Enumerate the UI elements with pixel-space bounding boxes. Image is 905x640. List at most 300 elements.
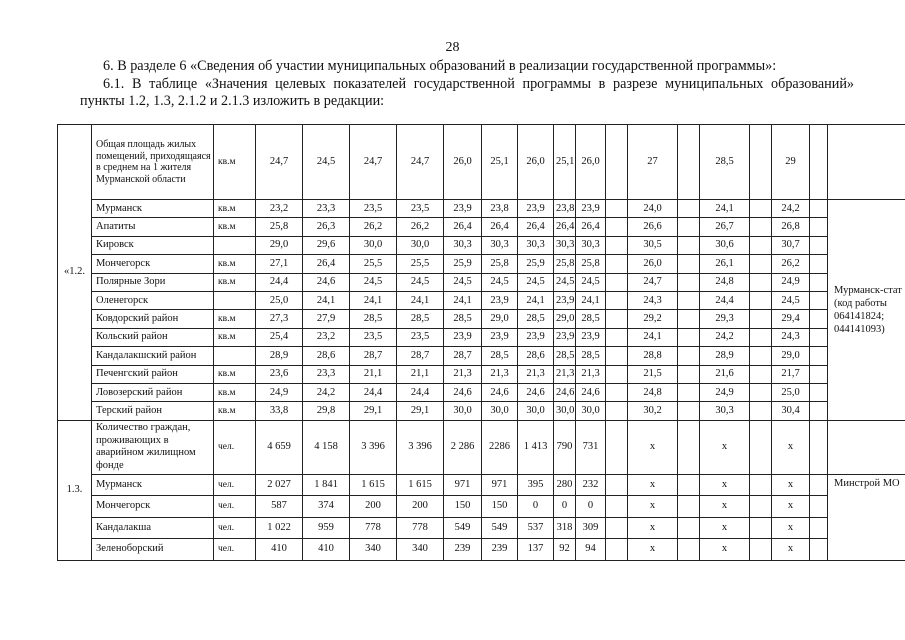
value-cell: 778 xyxy=(350,517,397,539)
value-cell: 21,1 xyxy=(350,365,397,383)
value-cell: х xyxy=(700,420,750,474)
value-cell: 26,4 xyxy=(482,218,518,236)
value-cell: 23,9 xyxy=(518,200,554,218)
value-cell: 94 xyxy=(576,539,606,561)
value-cell xyxy=(750,496,772,518)
value-cell: х xyxy=(772,539,810,561)
value-cell: 27 xyxy=(628,125,678,200)
value-cell xyxy=(750,539,772,561)
value-cell xyxy=(750,347,772,365)
value-cell: 21,6 xyxy=(700,365,750,383)
value-cell xyxy=(678,236,700,254)
value-cell: 23,9 xyxy=(444,200,482,218)
value-cell: 30,3 xyxy=(554,236,576,254)
value-cell: 24,5 xyxy=(554,273,576,291)
value-cell xyxy=(678,496,700,518)
value-cell: 28,9 xyxy=(700,347,750,365)
value-cell: 410 xyxy=(303,539,350,561)
value-cell: 549 xyxy=(444,517,482,539)
value-cell: 1 615 xyxy=(397,474,444,496)
value-cell xyxy=(606,125,628,200)
value-cell: 26,7 xyxy=(700,218,750,236)
value-cell: 340 xyxy=(397,539,444,561)
value-cell: 28,5 xyxy=(482,347,518,365)
value-cell: 24,5 xyxy=(482,273,518,291)
value-cell: 29,8 xyxy=(303,402,350,420)
value-cell: 26,0 xyxy=(518,125,554,200)
value-cell: 24,9 xyxy=(256,383,303,401)
value-cell: 29,2 xyxy=(628,310,678,328)
value-cell xyxy=(750,365,772,383)
value-cell: 24,4 xyxy=(350,383,397,401)
value-cell: х xyxy=(628,496,678,518)
value-cell xyxy=(810,474,828,496)
value-cell: 24,4 xyxy=(700,291,750,309)
value-cell xyxy=(810,496,828,518)
table-row xyxy=(58,474,905,496)
value-cell: 28,6 xyxy=(303,347,350,365)
value-cell xyxy=(606,347,628,365)
municipality-name: Зеленоборский xyxy=(92,539,214,561)
value-cell xyxy=(810,347,828,365)
value-cell: 21,3 xyxy=(482,365,518,383)
value-cell xyxy=(750,517,772,539)
value-cell: 30,6 xyxy=(700,236,750,254)
value-cell xyxy=(606,291,628,309)
value-cell: 24,9 xyxy=(772,273,810,291)
value-cell: 26,0 xyxy=(444,125,482,200)
value-cell xyxy=(678,125,700,200)
value-cell: 24,4 xyxy=(397,383,444,401)
value-cell: 4 158 xyxy=(303,420,350,474)
value-cell: 24,2 xyxy=(303,383,350,401)
value-cell: 0 xyxy=(576,496,606,518)
value-cell: 33,8 xyxy=(256,402,303,420)
value-cell xyxy=(606,255,628,273)
unit-cell: кв.м xyxy=(214,255,256,273)
value-cell: 24,5 xyxy=(518,273,554,291)
value-cell: 24,3 xyxy=(628,291,678,309)
value-cell: 24,5 xyxy=(772,291,810,309)
value-cell: 29,0 xyxy=(554,310,576,328)
unit-cell xyxy=(214,236,256,254)
municipality-name: Кандалакша xyxy=(92,517,214,539)
value-cell xyxy=(810,539,828,561)
value-cell: 28,5 xyxy=(397,310,444,328)
value-cell: 23,8 xyxy=(482,200,518,218)
unit-cell xyxy=(214,347,256,365)
value-cell xyxy=(606,402,628,420)
value-cell: х xyxy=(700,539,750,561)
value-cell: 24,6 xyxy=(554,383,576,401)
value-cell: 959 xyxy=(303,517,350,539)
value-cell: 29,1 xyxy=(397,402,444,420)
value-cell: 21,5 xyxy=(628,365,678,383)
value-cell: 24,9 xyxy=(700,383,750,401)
indicator-name: Количество граждан, проживающих в аварийном жилищном фонде xyxy=(92,420,214,474)
value-cell xyxy=(606,218,628,236)
indicators-table xyxy=(57,124,905,561)
value-cell xyxy=(678,365,700,383)
value-cell: 23,6 xyxy=(256,365,303,383)
value-cell: 340 xyxy=(350,539,397,561)
value-cell: 30,0 xyxy=(350,236,397,254)
unit-cell: кв.м xyxy=(214,328,256,346)
value-cell: 0 xyxy=(518,496,554,518)
value-cell: 30,3 xyxy=(576,236,606,254)
value-cell: х xyxy=(628,420,678,474)
value-cell: 23,9 xyxy=(576,200,606,218)
value-cell: 24,2 xyxy=(772,200,810,218)
value-cell: 2 286 xyxy=(444,420,482,474)
value-cell: 29,4 xyxy=(772,310,810,328)
value-cell: 24,5 xyxy=(397,273,444,291)
table-row xyxy=(58,539,905,561)
value-cell: 395 xyxy=(518,474,554,496)
value-cell: 29,6 xyxy=(303,236,350,254)
value-cell xyxy=(828,420,905,474)
value-cell xyxy=(606,328,628,346)
unit-cell: кв.м xyxy=(214,273,256,291)
data-source: Минстрой МО xyxy=(828,474,905,560)
value-cell: х xyxy=(772,517,810,539)
value-cell xyxy=(810,517,828,539)
value-cell: 137 xyxy=(518,539,554,561)
value-cell: 28,8 xyxy=(628,347,678,365)
value-cell: 24,1 xyxy=(576,291,606,309)
value-cell: 23,5 xyxy=(397,200,444,218)
value-cell: 26,8 xyxy=(772,218,810,236)
value-cell: 28,5 xyxy=(518,310,554,328)
value-cell xyxy=(678,328,700,346)
value-cell: 25,9 xyxy=(444,255,482,273)
value-cell: 23,2 xyxy=(303,328,350,346)
value-cell: 24,1 xyxy=(303,291,350,309)
value-cell xyxy=(810,383,828,401)
value-cell: 29,0 xyxy=(482,310,518,328)
value-cell xyxy=(810,310,828,328)
value-cell: 1 615 xyxy=(350,474,397,496)
value-cell: 24,0 xyxy=(628,200,678,218)
value-cell: 24,1 xyxy=(350,291,397,309)
table-row xyxy=(58,347,905,365)
value-cell: 25,8 xyxy=(256,218,303,236)
value-cell: 309 xyxy=(576,517,606,539)
unit-cell: кв.м xyxy=(214,125,256,200)
value-cell xyxy=(750,200,772,218)
value-cell: 200 xyxy=(397,496,444,518)
value-cell: х xyxy=(700,474,750,496)
value-cell xyxy=(678,218,700,236)
value-cell xyxy=(810,291,828,309)
indicator-name: Общая площадь жилых помещений, приходящаяся в среднем на 1 жителя Мурманской области xyxy=(92,125,214,200)
value-cell: 30,7 xyxy=(772,236,810,254)
value-cell: 24,1 xyxy=(518,291,554,309)
section-number: «1.2. xyxy=(58,125,92,421)
unit-cell: чел. xyxy=(214,420,256,474)
value-cell: 29 xyxy=(772,125,810,200)
value-cell xyxy=(750,291,772,309)
value-cell: х xyxy=(772,474,810,496)
value-cell: 24,6 xyxy=(576,383,606,401)
value-cell: х xyxy=(628,539,678,561)
value-cell xyxy=(606,273,628,291)
value-cell: 24,3 xyxy=(772,328,810,346)
value-cell: 21,1 xyxy=(397,365,444,383)
value-cell: 731 xyxy=(576,420,606,474)
value-cell: 280 xyxy=(554,474,576,496)
value-cell: 410 xyxy=(256,539,303,561)
value-cell: 0 xyxy=(554,496,576,518)
value-cell: 24,5 xyxy=(350,273,397,291)
value-cell: 24,2 xyxy=(700,328,750,346)
value-cell: х xyxy=(772,420,810,474)
value-cell: 24,1 xyxy=(628,328,678,346)
value-cell: 1 413 xyxy=(518,420,554,474)
value-cell: 27,9 xyxy=(303,310,350,328)
value-cell: 26,0 xyxy=(628,255,678,273)
value-cell: 30,4 xyxy=(772,402,810,420)
value-cell: 28,5 xyxy=(576,310,606,328)
municipality-name: Кольский район xyxy=(92,328,214,346)
value-cell: 28,5 xyxy=(700,125,750,200)
value-cell: 23,9 xyxy=(482,291,518,309)
value-cell xyxy=(678,420,700,474)
value-cell: 150 xyxy=(482,496,518,518)
value-cell xyxy=(606,310,628,328)
value-cell: 25,0 xyxy=(772,383,810,401)
value-cell: 232 xyxy=(576,474,606,496)
page-number: 28 xyxy=(445,40,460,55)
value-cell: 239 xyxy=(482,539,518,561)
value-cell: 150 xyxy=(444,496,482,518)
unit-cell: чел. xyxy=(214,474,256,496)
value-cell: 30,0 xyxy=(554,402,576,420)
value-cell: 24,8 xyxy=(700,273,750,291)
value-cell: 25,8 xyxy=(554,255,576,273)
value-cell: 23,9 xyxy=(576,328,606,346)
value-cell: 30,0 xyxy=(482,402,518,420)
municipality-name: Ловозерский район xyxy=(92,383,214,401)
table-row xyxy=(58,291,905,309)
value-cell: 21,3 xyxy=(576,365,606,383)
value-cell: 790 xyxy=(554,420,576,474)
table-row xyxy=(58,365,905,383)
value-cell xyxy=(750,383,772,401)
unit-cell: чел. xyxy=(214,496,256,518)
value-cell: 1 841 xyxy=(303,474,350,496)
value-cell xyxy=(606,539,628,561)
value-cell: 24,5 xyxy=(303,125,350,200)
value-cell: 3 396 xyxy=(397,420,444,474)
value-cell: 28,5 xyxy=(444,310,482,328)
value-cell: 2 027 xyxy=(256,474,303,496)
value-cell: 549 xyxy=(482,517,518,539)
value-cell: 24,4 xyxy=(256,273,303,291)
value-cell: 28,5 xyxy=(554,347,576,365)
value-cell xyxy=(606,236,628,254)
value-cell: 24,7 xyxy=(397,125,444,200)
value-cell: 25,8 xyxy=(482,255,518,273)
value-cell xyxy=(678,474,700,496)
data-source: Мурманск-стат (код работы 064141824; 044141093) xyxy=(828,200,905,421)
value-cell: х xyxy=(772,496,810,518)
value-cell xyxy=(678,273,700,291)
value-cell xyxy=(750,420,772,474)
value-cell: х xyxy=(700,517,750,539)
value-cell: 28,7 xyxy=(397,347,444,365)
value-cell xyxy=(678,517,700,539)
value-cell: 28,5 xyxy=(576,347,606,365)
value-cell: 374 xyxy=(303,496,350,518)
value-cell: 30,0 xyxy=(444,402,482,420)
value-cell: 28,7 xyxy=(444,347,482,365)
unit-cell: кв.м xyxy=(214,402,256,420)
value-cell: 23,3 xyxy=(303,200,350,218)
unit-cell: чел. xyxy=(214,517,256,539)
value-cell: 27,1 xyxy=(256,255,303,273)
value-cell: 23,9 xyxy=(482,328,518,346)
value-cell: 23,3 xyxy=(303,365,350,383)
value-cell: 30,3 xyxy=(518,236,554,254)
value-cell: 26,4 xyxy=(554,218,576,236)
table-row xyxy=(58,310,905,328)
unit-cell: кв.м xyxy=(214,383,256,401)
value-cell: 2286 xyxy=(482,420,518,474)
value-cell: 23,8 xyxy=(554,200,576,218)
table-row xyxy=(58,402,905,420)
value-cell: 24,6 xyxy=(444,383,482,401)
unit-cell: кв.м xyxy=(214,200,256,218)
municipality-name: Ковдорский район xyxy=(92,310,214,328)
municipality-name: Кировск xyxy=(92,236,214,254)
value-cell: 3 396 xyxy=(350,420,397,474)
intro-paragraph-2: 6.1. В таблице «Значения целевых показателей государственной программы в разрезе муниципальных образований» пункты 1.2, 1.3, 2.1.2 и 2.1.3 изложить в редакции: xyxy=(80,76,854,109)
value-cell xyxy=(810,236,828,254)
value-cell: 24,7 xyxy=(256,125,303,200)
value-cell xyxy=(750,402,772,420)
value-cell: 239 xyxy=(444,539,482,561)
value-cell: 25,5 xyxy=(350,255,397,273)
municipality-name: Полярные Зори xyxy=(92,273,214,291)
value-cell: 24,1 xyxy=(700,200,750,218)
value-cell: 25,8 xyxy=(576,255,606,273)
value-cell: х xyxy=(700,496,750,518)
value-cell xyxy=(750,218,772,236)
value-cell: 26,4 xyxy=(444,218,482,236)
municipality-name: Оленегорск xyxy=(92,291,214,309)
value-cell: 23,2 xyxy=(256,200,303,218)
municipality-name: Мончегорск xyxy=(92,255,214,273)
value-cell xyxy=(606,200,628,218)
section-header-row xyxy=(58,420,905,474)
value-cell: 26,2 xyxy=(772,255,810,273)
value-cell: 29,1 xyxy=(350,402,397,420)
unit-cell xyxy=(214,291,256,309)
value-cell xyxy=(810,200,828,218)
value-cell: 24,1 xyxy=(444,291,482,309)
table-row xyxy=(58,200,905,218)
value-cell xyxy=(678,347,700,365)
value-cell: 30,0 xyxy=(397,236,444,254)
value-cell: 24,8 xyxy=(628,383,678,401)
value-cell: 778 xyxy=(397,517,444,539)
value-cell: 30,3 xyxy=(444,236,482,254)
value-cell xyxy=(810,273,828,291)
municipality-name: Печенгский район xyxy=(92,365,214,383)
value-cell xyxy=(828,125,905,200)
value-cell xyxy=(606,496,628,518)
value-cell: 23,5 xyxy=(350,200,397,218)
value-cell xyxy=(606,420,628,474)
value-cell: 25,9 xyxy=(518,255,554,273)
value-cell xyxy=(678,255,700,273)
unit-cell: кв.м xyxy=(214,365,256,383)
value-cell: 25,5 xyxy=(397,255,444,273)
municipality-name: Терский район xyxy=(92,402,214,420)
value-cell xyxy=(750,273,772,291)
table-row xyxy=(58,273,905,291)
value-cell: 587 xyxy=(256,496,303,518)
value-cell: 971 xyxy=(444,474,482,496)
municipality-name: Мончегорск xyxy=(92,496,214,518)
table-row xyxy=(58,236,905,254)
section-header-row xyxy=(58,125,905,200)
value-cell: 26,1 xyxy=(700,255,750,273)
value-cell xyxy=(750,328,772,346)
value-cell: 25,1 xyxy=(554,125,576,200)
value-cell: 21,3 xyxy=(518,365,554,383)
value-cell: 24,5 xyxy=(576,273,606,291)
value-cell: 26,4 xyxy=(303,255,350,273)
unit-cell: кв.м xyxy=(214,218,256,236)
unit-cell: чел. xyxy=(214,539,256,561)
value-cell xyxy=(810,402,828,420)
value-cell: 27,3 xyxy=(256,310,303,328)
value-cell xyxy=(678,200,700,218)
value-cell: 28,5 xyxy=(350,310,397,328)
municipality-name: Мурманск xyxy=(92,200,214,218)
value-cell xyxy=(810,365,828,383)
value-cell: 29,0 xyxy=(772,347,810,365)
value-cell: 29,0 xyxy=(256,236,303,254)
value-cell: 23,9 xyxy=(518,328,554,346)
value-cell: 23,5 xyxy=(397,328,444,346)
value-cell xyxy=(678,291,700,309)
value-cell xyxy=(678,539,700,561)
value-cell xyxy=(606,517,628,539)
value-cell: 4 659 xyxy=(256,420,303,474)
value-cell: 30,3 xyxy=(700,402,750,420)
value-cell: 23,9 xyxy=(554,291,576,309)
value-cell xyxy=(678,383,700,401)
value-cell: 30,3 xyxy=(482,236,518,254)
value-cell xyxy=(678,402,700,420)
value-cell: 200 xyxy=(350,496,397,518)
value-cell xyxy=(810,125,828,200)
value-cell: 24,7 xyxy=(628,273,678,291)
value-cell: 26,3 xyxy=(303,218,350,236)
value-cell xyxy=(606,365,628,383)
value-cell: 21,7 xyxy=(772,365,810,383)
value-cell xyxy=(750,255,772,273)
value-cell xyxy=(678,310,700,328)
table-row xyxy=(58,328,905,346)
value-cell xyxy=(750,474,772,496)
value-cell: 30,0 xyxy=(518,402,554,420)
value-cell: 30,5 xyxy=(628,236,678,254)
value-cell: 26,6 xyxy=(628,218,678,236)
